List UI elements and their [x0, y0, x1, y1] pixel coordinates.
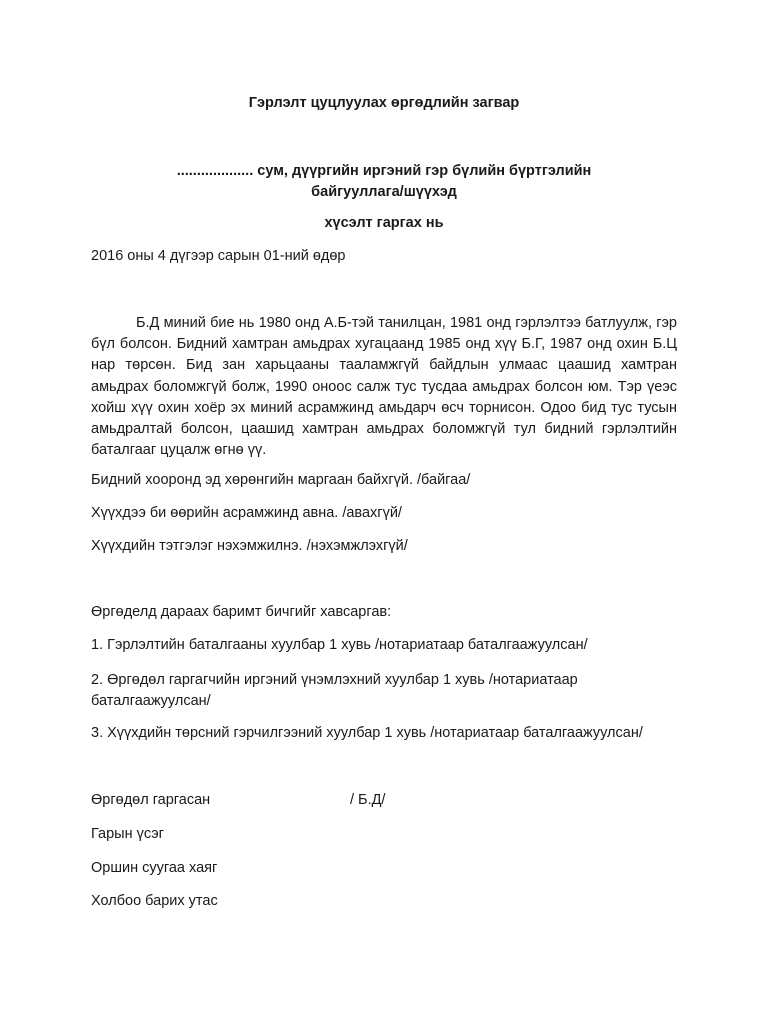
statement-alimony: Хүүхдийн тэтгэлэг нэхэмжилнэ. /нэхэмжлэхгүй/ — [91, 538, 408, 554]
applicant-label: Өргөдөл гаргасан — [91, 792, 211, 808]
attachments-heading: Өргөделд дараах баримт бичгийг хавсаргав: — [91, 604, 392, 620]
statement-property: Бидний хооронд эд хөрөнгийн маргаан байхгүй. /байгаа/ — [91, 472, 471, 488]
attachment-item: 3. Хүүхдийн төрсний гэрчилгээний хуулбар 1 хувь /нотариатаар баталгаажуулсан/ — [91, 725, 643, 741]
document-date: 2016 оны 4 дүгээр сарын 01-ний өдөр — [91, 248, 346, 264]
statement-custody: Хүүхдээ би өөрийн асрамжинд авна. /авахгүй/ — [91, 505, 402, 521]
addressee: ................... сум, дүүргийн иргэний гэр бүлийн бүртгэлийн байгууллага/шүүхэд — [176, 163, 592, 200]
attachment-item: 2. Өргөдөл гаргагчийн иргэний үнэмлэхний хуулбар 1 хувь /нотариатаар баталгаажуулсан/ — [91, 672, 578, 709]
document-title: Гэрлэлт цуцлуулах өргөдлийн загвар — [248, 95, 520, 111]
address-label: Оршин суугаа хаяг — [91, 860, 218, 876]
signature-label: Гарын үсэг — [91, 826, 164, 842]
body-paragraph: Б.Д миний бие нь 1980 онд А.Б-тэй танилцан, 1981 онд гэрлэлтээ батлуулж, гэр бүл болсон. Бидний хамтран амьдрах хугацаанд 1985 онд хүү Б.Г, 1987 онд охин Б.Ц нар төрсөн. Бид зан харьцааны тааламжгүй байдлын улмаас цаашид хамтран амьдрах боломжгүй болж, 1990 оноос салж тус тусдаа амьдрах болсон юм. Тэр үеэс хойш хүү охин хоёр эх миний асрамжинд амьдарч өсч торнисон. Одоо бид тус тусын амьдралтай болсон, цаашид хамтран амьдрах боломжгүй тул бидний гэрлэлтийн баталгааг цуцалж өгнө үү. — [91, 315, 677, 459]
phone-label: Холбоо барих утас — [91, 893, 218, 909]
request-heading: хүсэлт гаргах нь — [324, 215, 444, 231]
applicant-name: / Б.Д/ — [350, 792, 386, 808]
attachment-item: 1. Гэрлэлтийн баталгааны хуулбар 1 хувь /нотариатаар баталгаажуулсан/ — [91, 637, 588, 653]
